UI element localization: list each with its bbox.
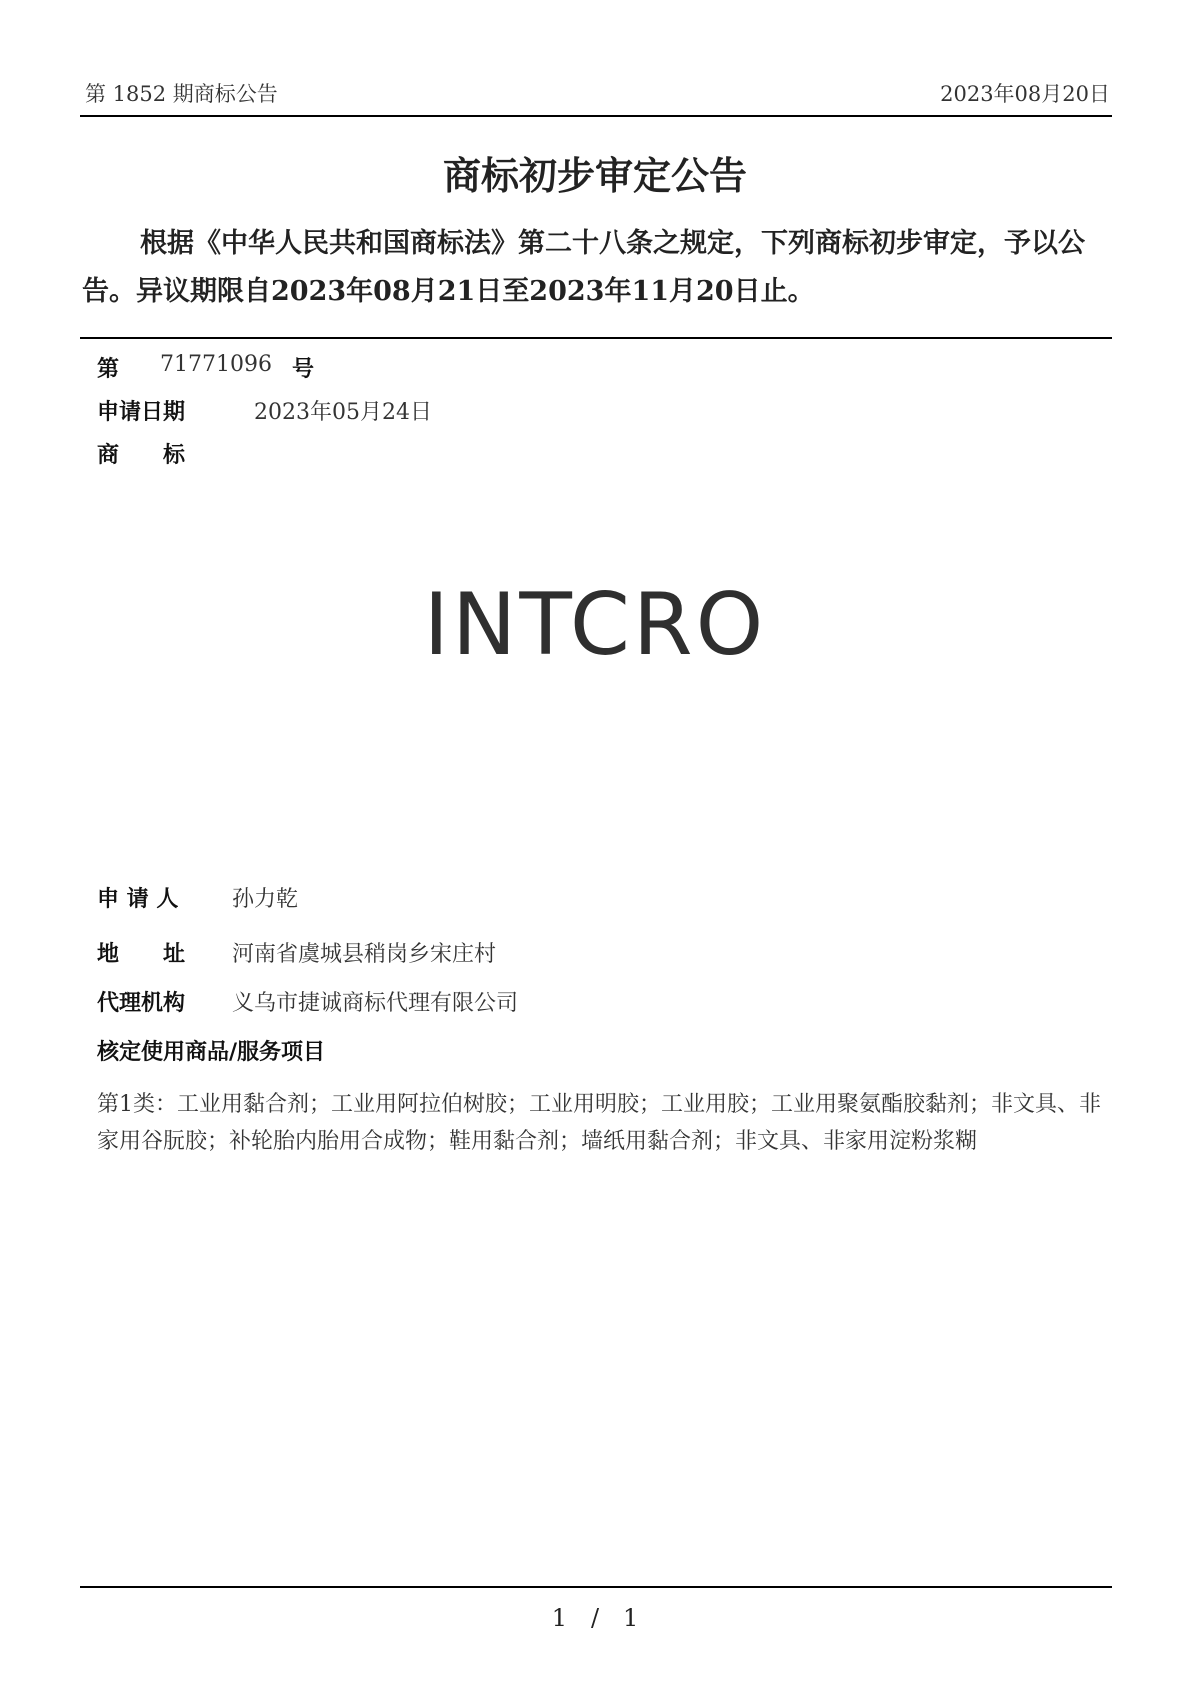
announcement-text: 根据《中华人民共和国商标法》第二十八条之规定，下列商标初步审定，予以公告。异议期限自2023年08月21日至2023年11月20日止。 [82,228,1085,307]
number-suffix: 号 [292,357,315,382]
address-value: 河南省虞城县稍岗乡宋庄村 [232,942,497,967]
agent-value: 义乌市捷诚商标代理有限公司 [232,991,519,1016]
mark-label: 商 标 [97,443,186,468]
page-number: 1 / 1 [551,1604,639,1632]
number-prefix: 第 [97,357,120,382]
trademark-logo: INTCRO [423,575,767,675]
address-label: 地 址 [97,942,186,967]
agent-label: 代理机构 [97,991,186,1016]
header-rule [80,115,1112,117]
section-rule [80,337,1112,339]
footer-rule [80,1586,1112,1588]
issue-date: 2023年08月20日 [940,82,1110,106]
application-date: 2023年05月24日 [254,400,432,425]
issue-number: 第 1852 期商标公告 [85,82,278,106]
page-title: 商标初步审定公告 [442,153,747,198]
registration-number: 71771096 [160,352,272,377]
application-date-label: 申请日期 [97,400,186,425]
goods-label: 核定使用商品/服务项目 [97,1040,326,1065]
applicant-name: 孙力乾 [232,887,299,912]
goods-list: 第1类：工业用黏合剂；工业用阿拉伯树胶；工业用明胶；工业用胶；工业用聚氨酯胶黏剂；非文具、非家用谷朊胶；补轮胎内胎用合成物；鞋用黏合剂；墙纸用黏合剂；非文具、非家用淀粉浆糊 [97,1092,1102,1154]
applicant-label: 申 请 人 [97,887,179,912]
